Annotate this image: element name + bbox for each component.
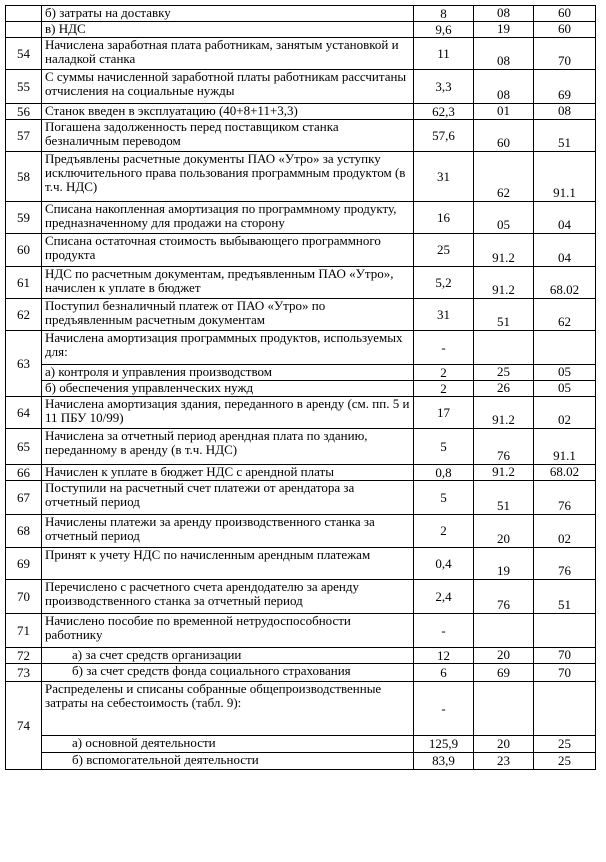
entry-description: Поступили на расчетный счет платежи от арендатора за отчетный период <box>42 481 414 515</box>
entry-number: 55 <box>6 70 42 104</box>
credit-account: 25 <box>534 753 596 770</box>
debit-account: 23 <box>474 753 534 770</box>
entry-description: Начислена амортизация здания, переданного в аренду (см. пп. 5 и 11 ПБУ 10/99) <box>42 397 414 429</box>
debit-account: 91.2 <box>474 397 534 429</box>
entry-number: 64 <box>6 397 42 429</box>
debit-account: 91.2 <box>474 465 534 481</box>
table-row <box>6 120 596 152</box>
entry-amount: 25 <box>414 234 474 267</box>
entry-description: б) вспомогательной деятельности <box>42 753 414 770</box>
debit-account: 76 <box>474 580 534 614</box>
credit-account: 76 <box>534 548 596 580</box>
debit-account: 76 <box>474 429 534 465</box>
ledger-document <box>5 5 595 770</box>
credit-account: 08 <box>534 104 596 120</box>
entry-description: Распределены и списаны собранные общепроизводственные затраты на себестоимость (табл. 9): <box>42 682 414 736</box>
entry-description: Начислен к уплате в бюджет НДС с арендной платы <box>42 465 414 481</box>
entry-number: 59 <box>6 202 42 234</box>
entry-description: Принят к учету НДС по начисленным арендным платежам <box>42 548 414 580</box>
table-row <box>6 753 596 770</box>
table-row <box>6 22 596 38</box>
credit-account: 02 <box>534 397 596 429</box>
entry-description: Поступил безналичный платеж от ПАО «Утро» по предъявленным расчетным документам <box>42 299 414 331</box>
entry-amount: 8 <box>414 6 474 22</box>
entry-number: 56 <box>6 104 42 120</box>
entry-amount: 16 <box>414 202 474 234</box>
credit-account <box>534 614 596 648</box>
entry-number: 71 <box>6 614 42 648</box>
table-row <box>6 70 596 104</box>
entry-description: а) основной деятельности <box>42 736 414 753</box>
entry-amount: 83,9 <box>414 753 474 770</box>
debit-account: 01 <box>474 104 534 120</box>
entry-number: 66 <box>6 465 42 481</box>
table-row <box>6 299 596 331</box>
entry-number: 61 <box>6 267 42 299</box>
entry-number: 69 <box>6 548 42 580</box>
entry-number: 67 <box>6 481 42 515</box>
credit-account <box>534 682 596 736</box>
table-row <box>6 365 596 381</box>
entry-amount: 31 <box>414 299 474 331</box>
debit-account: 08 <box>474 70 534 104</box>
entry-description: а) за счет средств организации <box>42 648 414 664</box>
credit-account: 68.02 <box>534 267 596 299</box>
debit-account <box>474 614 534 648</box>
table-row <box>6 429 596 465</box>
credit-account: 62 <box>534 299 596 331</box>
credit-account: 51 <box>534 580 596 614</box>
debit-account: 05 <box>474 202 534 234</box>
entry-number: 60 <box>6 234 42 267</box>
credit-account: 60 <box>534 6 596 22</box>
entry-description: Начислена за отчетный период арендная плата по зданию, переданному в аренду (в т.ч. НДС) <box>42 429 414 465</box>
entry-amount: 9,6 <box>414 22 474 38</box>
entry-number <box>6 6 42 22</box>
entries-body <box>6 6 596 770</box>
entry-amount: 62,3 <box>414 104 474 120</box>
entry-amount: 0,4 <box>414 548 474 580</box>
debit-account: 51 <box>474 299 534 331</box>
debit-account: 20 <box>474 736 534 753</box>
table-row <box>6 614 596 648</box>
credit-account: 91.1 <box>534 152 596 202</box>
credit-account: 25 <box>534 736 596 753</box>
entry-description: Начислены платежи за аренду производственного станка за отчетный период <box>42 515 414 548</box>
entry-description: Начислена заработная плата работникам, занятым установкой и наладкой станка <box>42 38 414 70</box>
table-row <box>6 465 596 481</box>
entry-amount: 31 <box>414 152 474 202</box>
entry-amount: 2 <box>414 515 474 548</box>
table-row <box>6 548 596 580</box>
entry-amount: 3,3 <box>414 70 474 104</box>
entry-description: Перечислено с расчетного счета арендодателю за аренду производственного станка за отчетный период <box>42 580 414 614</box>
entry-description: Предъявлены расчетные документы ПАО «Утро» за уступку исключительного права пользования программным продуктом (в т.ч. НДС) <box>42 152 414 202</box>
entry-description: Станок введен в эксплуатацию (40+8+11+3,3) <box>42 104 414 120</box>
entry-description: Погашена задолженность перед поставщиком станка безналичным переводом <box>42 120 414 152</box>
debit-account <box>474 331 534 365</box>
entry-description: б) обеспечения управленческих нужд <box>42 381 414 397</box>
entry-number: 65 <box>6 429 42 465</box>
credit-account: 05 <box>534 381 596 397</box>
entry-description: НДС по расчетным документам, предъявленным ПАО «Утро», начислен к уплате в бюджет <box>42 267 414 299</box>
debit-account: 91.2 <box>474 234 534 267</box>
debit-account: 62 <box>474 152 534 202</box>
entry-description: С суммы начисленной заработной платы работникам рассчитаны отчисления на социальные нужды <box>42 70 414 104</box>
entry-amount: 11 <box>414 38 474 70</box>
table-row <box>6 38 596 70</box>
entry-number: 57 <box>6 120 42 152</box>
credit-account: 04 <box>534 234 596 267</box>
debit-account: 91.2 <box>474 267 534 299</box>
credit-account: 60 <box>534 22 596 38</box>
table-row <box>6 736 596 753</box>
entry-number <box>6 22 42 38</box>
credit-account: 76 <box>534 481 596 515</box>
entry-number: 62 <box>6 299 42 331</box>
debit-account: 69 <box>474 664 534 682</box>
table-row <box>6 481 596 515</box>
entry-amount: - <box>414 614 474 648</box>
entry-number: 72 <box>6 648 42 664</box>
entry-amount: 5 <box>414 429 474 465</box>
table-row <box>6 580 596 614</box>
table-row <box>6 682 596 736</box>
credit-account: 70 <box>534 664 596 682</box>
entry-amount: - <box>414 682 474 736</box>
entry-number: 63 <box>6 331 42 397</box>
debit-account: 20 <box>474 648 534 664</box>
table-row <box>6 6 596 22</box>
debit-account: 26 <box>474 381 534 397</box>
table-row <box>6 515 596 548</box>
debit-account: 60 <box>474 120 534 152</box>
accounting-entries-table <box>5 5 596 770</box>
credit-account: 70 <box>534 648 596 664</box>
entry-amount: 12 <box>414 648 474 664</box>
credit-account: 69 <box>534 70 596 104</box>
entry-description: б) затраты на доставку <box>42 6 414 22</box>
credit-account: 68.02 <box>534 465 596 481</box>
entry-number: 74 <box>6 682 42 770</box>
debit-account: 19 <box>474 548 534 580</box>
entry-number: 54 <box>6 38 42 70</box>
entry-description: а) контроля и управления производством <box>42 365 414 381</box>
credit-account: 91.1 <box>534 429 596 465</box>
credit-account: 02 <box>534 515 596 548</box>
entry-amount: 5 <box>414 481 474 515</box>
credit-account: 70 <box>534 38 596 70</box>
entry-number: 68 <box>6 515 42 548</box>
credit-account: 51 <box>534 120 596 152</box>
credit-account <box>534 331 596 365</box>
entry-amount: 17 <box>414 397 474 429</box>
entry-description: в) НДС <box>42 22 414 38</box>
entry-number: 58 <box>6 152 42 202</box>
entry-description: Начислена амортизация программных продуктов, используемых для: <box>42 331 414 365</box>
debit-account: 51 <box>474 481 534 515</box>
debit-account: 25 <box>474 365 534 381</box>
entry-description: б) за счет средств фонда социального страхования <box>42 664 414 682</box>
entry-amount: - <box>414 331 474 365</box>
debit-account: 08 <box>474 38 534 70</box>
entry-description: Списана остаточная стоимость выбывающего программного продукта <box>42 234 414 267</box>
table-row <box>6 648 596 664</box>
entry-amount: 6 <box>414 664 474 682</box>
table-row <box>6 202 596 234</box>
table-row <box>6 152 596 202</box>
table-row <box>6 267 596 299</box>
table-row <box>6 664 596 682</box>
entry-amount: 2 <box>414 381 474 397</box>
credit-account: 04 <box>534 202 596 234</box>
table-row <box>6 381 596 397</box>
debit-account: 20 <box>474 515 534 548</box>
entry-description: Начислено пособие по временной нетрудоспособности работнику <box>42 614 414 648</box>
entry-amount: 2 <box>414 365 474 381</box>
debit-account: 08 <box>474 6 534 22</box>
entry-amount: 0,8 <box>414 465 474 481</box>
credit-account: 05 <box>534 365 596 381</box>
entry-description: Списана накопленная амортизация по программному продукту, предназначенному для продажи на сторону <box>42 202 414 234</box>
entry-amount: 2,4 <box>414 580 474 614</box>
table-row <box>6 234 596 267</box>
table-row <box>6 397 596 429</box>
table-row <box>6 331 596 365</box>
entry-number: 73 <box>6 664 42 682</box>
entry-number: 70 <box>6 580 42 614</box>
entry-amount: 125,9 <box>414 736 474 753</box>
debit-account <box>474 682 534 736</box>
debit-account: 19 <box>474 22 534 38</box>
entry-amount: 5,2 <box>414 267 474 299</box>
table-row <box>6 104 596 120</box>
entry-amount: 57,6 <box>414 120 474 152</box>
